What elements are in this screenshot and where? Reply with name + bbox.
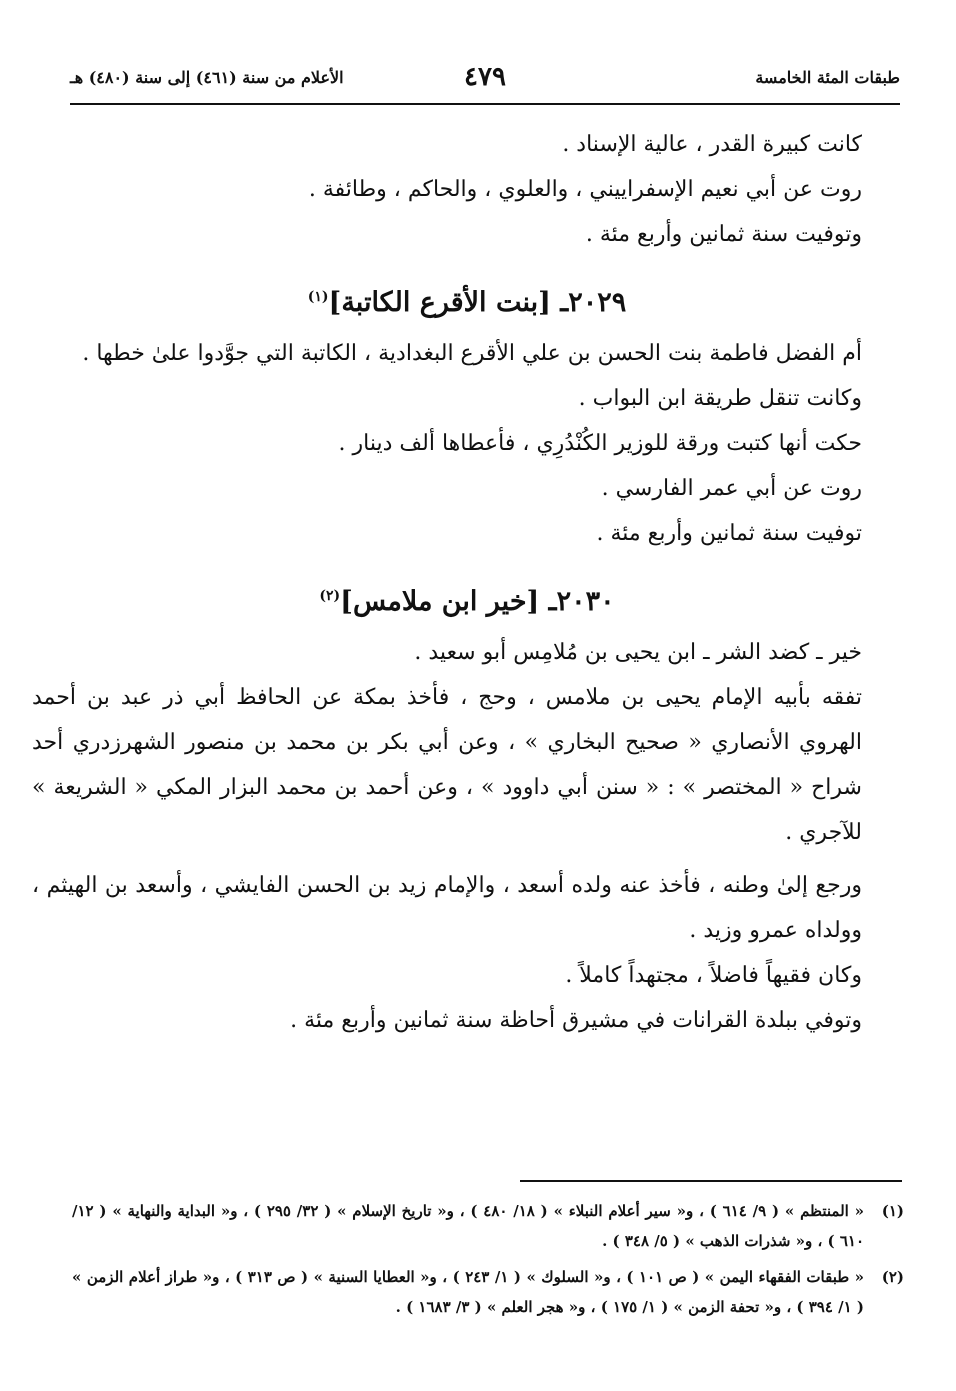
footnote-rule — [520, 1180, 902, 1182]
text-line: روت عن أبي عمر الفارسي . — [601, 476, 862, 501]
footnote-text: « المنتظم » ( ٩/ ٦١٤ ) ، و« سير أعلام النبلاء » ( ١٨/ ٤٨٠ ) ، و« تاريخ الإسلام » ( ٣٢/ ٢٩٥ ) ، و« البداية والنهاية » ( ١٢/ ٦١٠ ) ، و« شذرات الذهب » ( ٥/ ٣٤٨ ) . — [72, 1202, 865, 1250]
footnote-text: « طبقات الفقهاء اليمن » ( ص ١٠١ ) ، و« السلوك » ( ١/ ٢٤٣ ) ، و« العطايا السنية » ( ص ٣١٣ ) ، و« طراز أعلام الزمن » ( ١/ ٣٩٤ ) ، و« تحفة الزمن » ( ١/ ١٧٥ ) ، و« هجر العلم » ( ٣/ ١٦٨٣ ) . — [72, 1268, 865, 1316]
entry-title: ٢٠٢٩ـ [بنت الأقرع الكاتبة] — [328, 287, 627, 318]
text-line: حكت أنها كتبت ورقة للوزير الكُنْدُرِي ، فأعطاها ألف دينار . — [338, 431, 862, 456]
text-line: وكانت تنقل طريقة ابن البواب . — [578, 386, 862, 411]
entry-heading-2029 — [72, 271, 862, 323]
footnote-number: (١) — [881, 1202, 904, 1220]
running-header — [70, 62, 900, 98]
footnote — [72, 1262, 904, 1322]
footnote-ref: (١) — [307, 289, 329, 305]
text-line: روت عن أبي نعيم الإسفراييني ، والعلوي ، والحاكم ، وطائفة . — [308, 177, 862, 202]
header-range-title: الأعلام من سنة (٤٦١) إلى سنة (٤٨٠) هـ — [70, 68, 344, 87]
text-line: وتوفيت سنة ثمانين وأربع مئة . — [585, 222, 862, 247]
footnotes — [72, 1196, 904, 1328]
text-paragraph: ورجع إلىٰ وطنه ، فأخذ عنه ولده أسعد ، والإمام زيد بن الحسن الفايشي ، وأسعد بن الهيثم ، وولداه عمرو وزيد . — [32, 873, 862, 943]
page-body — [32, 122, 862, 1043]
footnote — [72, 1196, 904, 1256]
text-line: أم الفضل فاطمة بنت الحسن بن علي الأقرع البغدادية ، الكاتبة التي جوَّدوا علىٰ خطها . — [82, 341, 862, 366]
text-line: كانت كبيرة القدر ، عالية الإسناد . — [562, 132, 862, 157]
header-rule — [70, 103, 900, 105]
text-paragraph: تفقه بأبيه الإمام يحيى بن ملامس ، وحج ، فأخذ بمكة عن الحافظ أبي ذر عبد بن أحمد الهروي الأنصاري « صحيح البخاري » ، وعن أبي بكر بن محمد بن منصور الشهرزدري أحد شراح « المختصر » : « سنن أبي داوود » ، وعن أحمد بن محمد البزار المكي « الشريعة » للآجري . — [32, 685, 862, 845]
entry-title: ٢٠٣٠ـ [خير ابن ملامس] — [340, 586, 615, 617]
footnote-ref: (٢) — [319, 588, 341, 604]
text-line: وكان فقيهاً فاضلاً ، مجتهداً كاملاً . — [565, 963, 862, 988]
text-line: وتوفي ببلدة القرانات في مشيرق أحاظة سنة ثمانين وأربع مئة . — [290, 1008, 862, 1033]
header-section-title: طبقات المئة الخامسة — [755, 68, 900, 87]
entry-heading-2030 — [72, 570, 862, 622]
spacer — [72, 855, 862, 863]
text-line: توفيت سنة ثمانين وأربع مئة . — [596, 521, 862, 546]
page-number: ٤٧٩ — [464, 62, 506, 92]
footnote-number: (٢) — [881, 1268, 904, 1286]
text-line: خير ـ كضد الشر ـ ابن يحيى بن مُلامِس أبو سعيد . — [414, 640, 862, 665]
